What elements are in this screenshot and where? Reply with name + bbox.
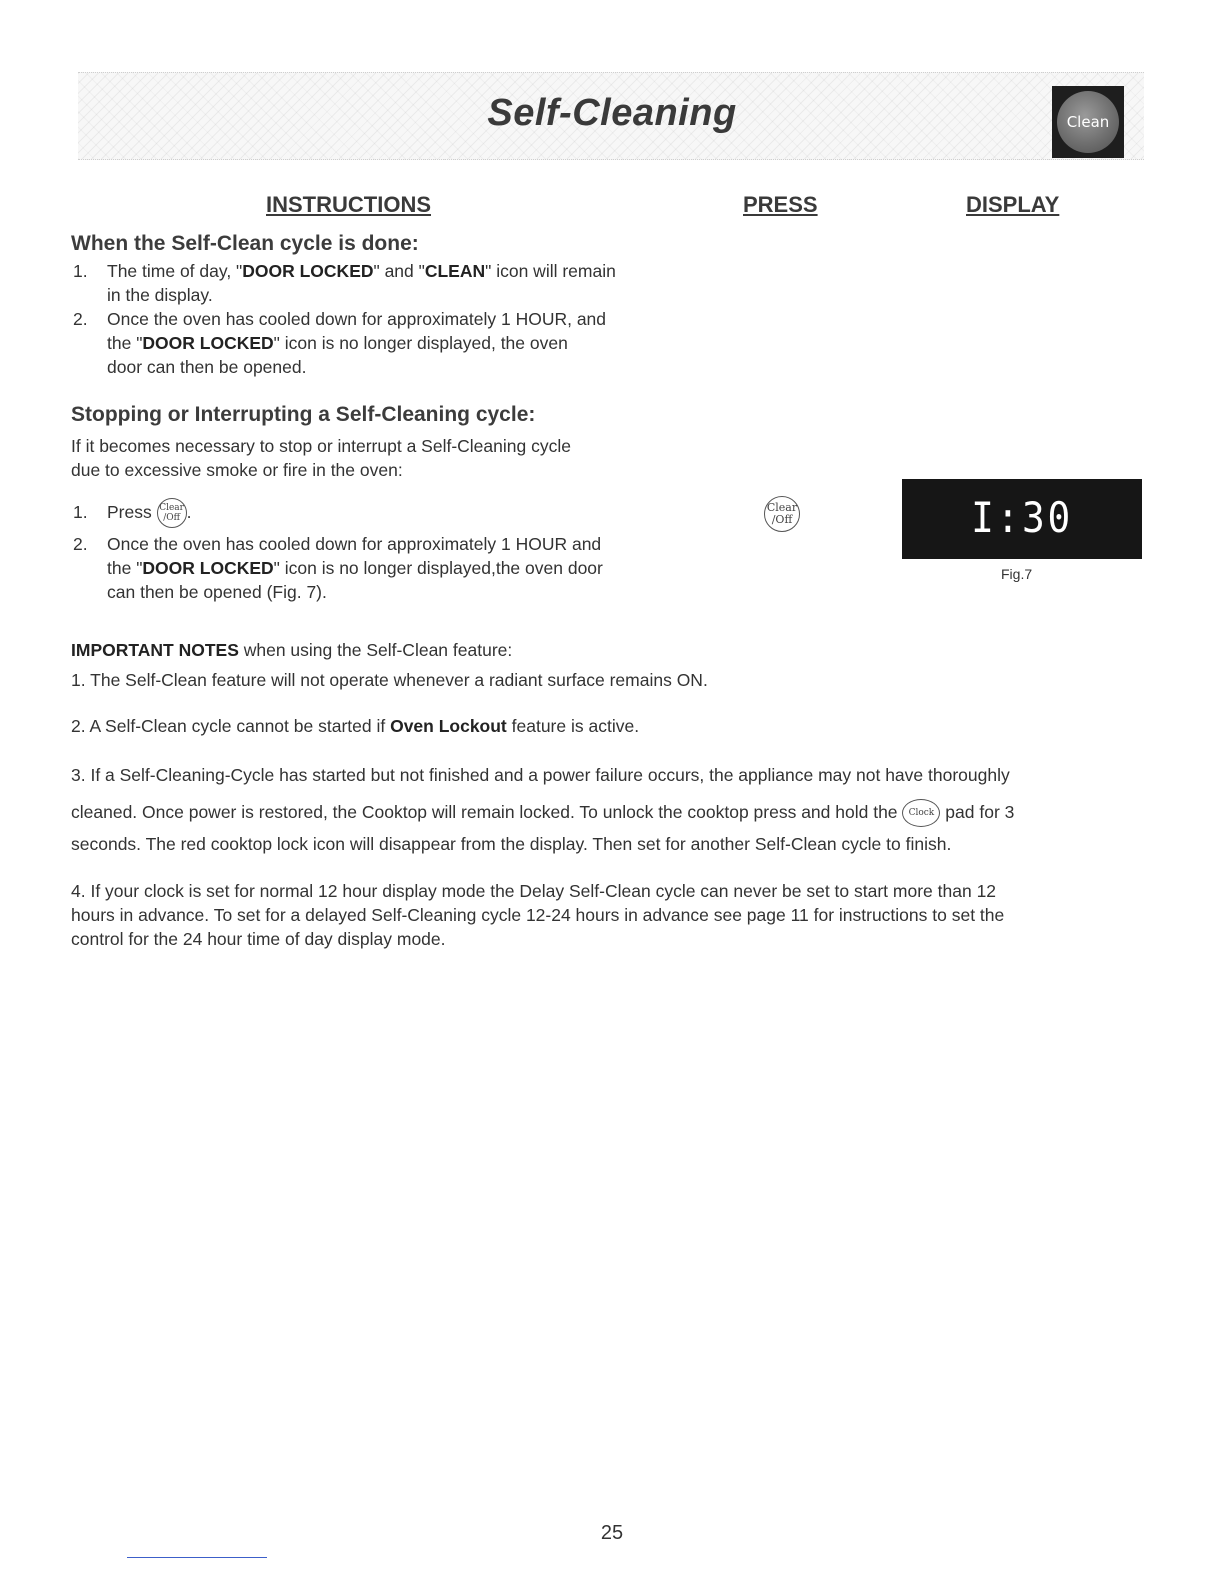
done-item1-number: 1. [73, 261, 88, 281]
page-title: Self-Cleaning [487, 92, 737, 134]
clean-badge-label: Clean [1057, 91, 1119, 153]
stop-item2-number: 2. [73, 534, 88, 554]
done-item2-line3: door can then be opened. [107, 357, 307, 377]
column-heading-display: DISPLAY [966, 192, 1060, 217]
done-section-heading: When the Self-Clean cycle is done: [71, 232, 419, 255]
stop-intro-line1: If it becomes necessary to stop or interrupt a Self-Cleaning cycle [71, 436, 571, 456]
footer-divider [127, 1557, 267, 1558]
note-2: 2. A Self-Clean cycle cannot be started if Oven Lockout feature is active. [71, 716, 640, 736]
column-heading-press: PRESS [743, 192, 818, 217]
display-readout: I:30 [971, 493, 1073, 542]
notes-intro: IMPORTANT NOTES when using the Self-Clean feature: [71, 640, 513, 660]
note-4-line2: hours in advance. To set for a delayed Self-Cleaning cycle 12-24 hours in advance see page 11 for instructions to set the [71, 905, 1005, 925]
note-4-line1: 4. If your clock is set for normal 12 hour display mode the Delay Self-Clean cycle can never be set to start more than 12 [71, 881, 997, 901]
clear-off-pad-icon: Clear /Off [157, 498, 187, 528]
done-item1-line2: in the display. [107, 285, 213, 305]
stop-item2-line1: Once the oven has cooled down for approximately 1 HOUR and [107, 534, 602, 554]
page-number: 25 [600, 1522, 624, 1544]
clock-pad-icon: Clock [902, 799, 940, 827]
note-1: 1. The Self-Clean feature will not operate whenever a radiant surface remains ON. [71, 670, 708, 690]
done-item1-line1: The time of day, "DOOR LOCKED" and "CLEAN" icon will remain [107, 261, 616, 281]
clean-badge [1052, 86, 1124, 158]
note-3-line2: cleaned. Once power is restored, the Cooktop will remain locked. To unlock the cooktop press and hold the Clock pad for 3 [71, 798, 1014, 827]
stop-item2-line3: can then be opened (Fig. 7). [107, 582, 327, 602]
stop-item2-line2: the "DOOR LOCKED" icon is no longer displayed,the oven door [107, 558, 603, 578]
done-item2-line1: Once the oven has cooled down for approximately 1 HOUR, and [107, 309, 607, 329]
figure-caption: Fig.7 [1001, 566, 1033, 582]
done-item2-number: 2. [73, 309, 88, 329]
stop-item1-line: Press Clear /Off . [107, 497, 191, 528]
stop-intro-line2: due to excessive smoke or fire in the oven: [71, 460, 403, 480]
stop-section-heading: Stopping or Interrupting a Self-Cleaning cycle: [71, 403, 536, 426]
note-3-line1: 3. If a Self-Cleaning-Cycle has started but not finished and a power failure occurs, the appliance may not have thoroughly [71, 765, 1010, 785]
note-3-line3: seconds. The red cooktop lock icon will disappear from the display. Then set for another Self-Clean cycle to finish. [71, 834, 952, 854]
note-4-line3: control for the 24 hour time of day display mode. [71, 929, 446, 949]
column-heading-instructions: INSTRUCTIONS [266, 192, 431, 217]
done-item2-line2: the "DOOR LOCKED" icon is no longer displayed, the oven [107, 333, 568, 353]
stop-item1-number: 1. [73, 502, 88, 522]
oven-display-figure [902, 479, 1142, 559]
clear-off-pad-icon: Clear /Off [764, 496, 800, 532]
